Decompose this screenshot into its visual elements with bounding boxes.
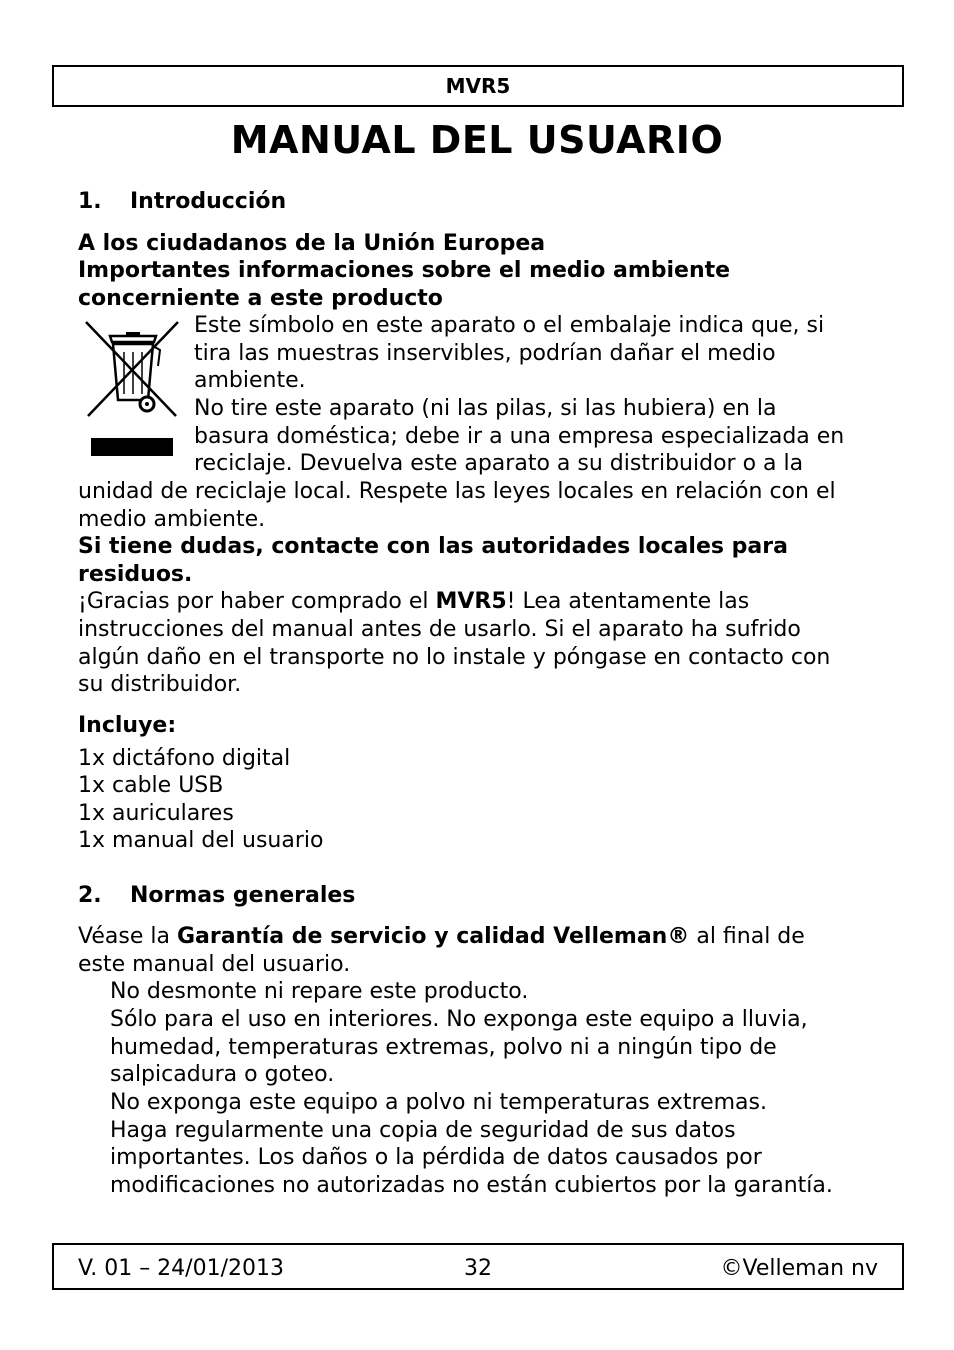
section-1-title: Introducción [130,189,287,214]
body-line: instrucciones del manual antes de usarlo. Si el aparato ha sufrido [78,617,801,642]
thanks-model: MVR5 [435,589,507,614]
body-line: medio ambiente. [78,507,266,532]
see-warranty-line [78,923,805,951]
symbol-text-line: reciclaje. Devuelva este aparato a su distribuidor o a la [194,451,804,476]
section-1-number: 1. [78,189,102,214]
see-pre: Véase la [78,924,177,949]
env-heading-line-2: concerniente a este producto [78,286,443,311]
footer-version: V. 01 – 24/01/2013 [78,1256,284,1281]
symbol-text-line: basura doméstica; debe ir a una empresa especializada en [194,424,845,449]
rule-line: Sólo para el uso en interiores. No exponga este equipo a lluvia, [110,1007,808,1032]
thanks-post: ! Lea atentamente las [506,589,750,614]
symbol-text-line: Este símbolo en este aparato o el embalaje indica que, si [194,313,825,338]
footer-copyright: ©Velleman nv [720,1256,878,1281]
rule-line: humedad, temperaturas extremas, polvo ni a ningún tipo de [110,1035,777,1060]
body-line: unidad de reciclaje local. Respete las leyes locales en relación con el [78,479,836,504]
section-2-number: 2. [78,883,102,908]
rule-line: importantes. Los daños o la pérdida de datos causados por [110,1145,762,1170]
includes-item: 1x cable USB [78,773,224,798]
body-line: algún daño en el transporte no lo instale y póngase en contacto con [78,645,831,670]
includes-item: 1x manual del usuario [78,828,324,853]
rule-line: No exponga este equipo a polvo ni temperaturas extremas. [110,1090,767,1115]
page-title: MANUAL DEL USUARIO [230,118,724,162]
thanks-line [78,588,749,616]
crossed-out-wheelie-bin-icon [80,316,184,462]
page-footer [52,1243,904,1290]
thanks-pre: ¡Gracias por haber comprado el [78,589,436,614]
doubt-line-2: residuos. [78,562,193,587]
includes-heading: Incluye: [78,713,177,738]
env-heading-line-1: Importantes informaciones sobre el medio ambiente [78,258,731,283]
symbol-text-line: ambiente. [194,368,306,393]
rule-line: Haga regularmente una copia de seguridad de sus datos [110,1118,736,1143]
page-header [52,65,904,107]
rule-line: No desmonte ni repare este producto. [110,979,529,1004]
symbol-text-line: tira las muestras inservibles, podrían dañar el medio [194,341,776,366]
includes-item: 1x dictáfono digital [78,746,291,771]
body-line: este manual del usuario. [78,952,351,977]
section-2-heading [78,882,355,910]
see-post: al final de [689,924,805,949]
body-line: su distribuidor. [78,672,242,697]
see-warranty-bold: Garantía de servicio y calidad Velleman® [176,924,690,949]
rule-line: modificaciones no autorizadas no están cubiertos por la garantía. [110,1173,833,1198]
symbol-text-line: No tire este aparato (ni las pilas, si las hubiera) en la [194,396,777,421]
includes-item: 1x auriculares [78,801,234,826]
section-1-heading [78,188,286,216]
doubt-line-1: Si tiene dudas, contacte con las autoridades locales para [78,534,788,559]
section-2-title: Normas generales [130,883,356,908]
rule-line: salpicadura o goteo. [110,1062,335,1087]
footer-page-number: 32 [464,1256,492,1281]
eu-heading: A los ciudadanos de la Unión Europea [78,231,546,256]
header-model: MVR5 [445,74,511,98]
